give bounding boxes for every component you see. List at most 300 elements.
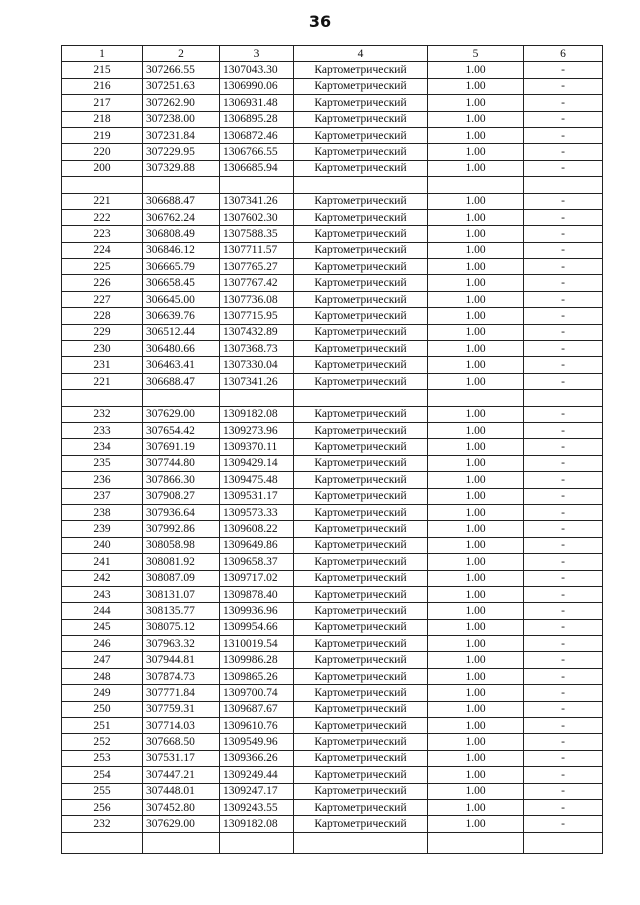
point-number-cell: 245 — [62, 619, 143, 635]
point-number-cell: 242 — [62, 570, 143, 586]
empty-cell — [220, 832, 294, 853]
empty-cell — [62, 832, 143, 853]
table-row — [62, 226, 603, 242]
table-row — [62, 275, 603, 291]
y-coordinate-cell: 1309717.02 — [220, 570, 294, 586]
precision-cell: 1.00 — [428, 373, 524, 389]
precision-cell: 1.00 — [428, 718, 524, 734]
table-spacer-row — [62, 177, 603, 193]
y-coordinate-cell: 1309865.26 — [220, 668, 294, 684]
precision-cell: 1.00 — [428, 570, 524, 586]
x-coordinate-cell: 307262.90 — [143, 95, 220, 111]
table-row — [62, 259, 603, 275]
precision-cell: 1.00 — [428, 734, 524, 750]
y-coordinate-cell: 1307341.26 — [220, 373, 294, 389]
description-cell: - — [524, 816, 603, 832]
header-col-5: 5 — [428, 46, 524, 62]
point-number-cell: 246 — [62, 636, 143, 652]
method-cell: Картометрический — [294, 537, 428, 553]
description-cell: - — [524, 603, 603, 619]
x-coordinate-cell: 307238.00 — [143, 111, 220, 127]
y-coordinate-cell: 1309549.96 — [220, 734, 294, 750]
precision-cell: 1.00 — [428, 62, 524, 78]
x-coordinate-cell: 307874.73 — [143, 668, 220, 684]
description-cell: - — [524, 619, 603, 635]
table-row — [62, 341, 603, 357]
precision-cell: 1.00 — [428, 78, 524, 94]
y-coordinate-cell: 1309243.55 — [220, 799, 294, 815]
description-cell: - — [524, 422, 603, 438]
description-cell: - — [524, 570, 603, 586]
description-cell: - — [524, 324, 603, 340]
method-cell: Картометрический — [294, 193, 428, 209]
point-number-cell: 229 — [62, 324, 143, 340]
x-coordinate-cell: 307329.88 — [143, 160, 220, 176]
y-coordinate-cell: 1306872.46 — [220, 127, 294, 143]
precision-cell: 1.00 — [428, 799, 524, 815]
empty-cell — [294, 177, 428, 193]
y-coordinate-cell: 1309273.96 — [220, 422, 294, 438]
x-coordinate-cell: 307714.03 — [143, 718, 220, 734]
table-row — [62, 636, 603, 652]
point-number-cell: 247 — [62, 652, 143, 668]
precision-cell: 1.00 — [428, 767, 524, 783]
x-coordinate-cell: 307531.17 — [143, 750, 220, 766]
table-row — [62, 439, 603, 455]
point-number-cell: 253 — [62, 750, 143, 766]
x-coordinate-cell: 307452.80 — [143, 799, 220, 815]
method-cell: Картометрический — [294, 95, 428, 111]
description-cell: - — [524, 750, 603, 766]
y-coordinate-cell: 1309182.08 — [220, 816, 294, 832]
description-cell: - — [524, 357, 603, 373]
precision-cell: 1.00 — [428, 259, 524, 275]
method-cell: Картометрический — [294, 554, 428, 570]
method-cell: Картометрический — [294, 78, 428, 94]
y-coordinate-cell: 1307711.57 — [220, 242, 294, 258]
table-row — [62, 111, 603, 127]
description-cell: - — [524, 439, 603, 455]
precision-cell: 1.00 — [428, 144, 524, 160]
point-number-cell: 239 — [62, 521, 143, 537]
description-cell: - — [524, 488, 603, 504]
description-cell: - — [524, 521, 603, 537]
header-row — [62, 46, 603, 62]
x-coordinate-cell: 307668.50 — [143, 734, 220, 750]
method-cell: Картометрический — [294, 62, 428, 78]
x-coordinate-cell: 307691.19 — [143, 439, 220, 455]
description-cell: - — [524, 193, 603, 209]
y-coordinate-cell: 1310019.54 — [220, 636, 294, 652]
x-coordinate-cell: 307654.42 — [143, 422, 220, 438]
precision-cell: 1.00 — [428, 488, 524, 504]
method-cell: Картометрический — [294, 636, 428, 652]
table-row — [62, 799, 603, 815]
table-row — [62, 373, 603, 389]
x-coordinate-cell: 306688.47 — [143, 193, 220, 209]
point-number-cell: 230 — [62, 341, 143, 357]
empty-cell — [220, 390, 294, 406]
table-row — [62, 521, 603, 537]
y-coordinate-cell: 1309610.76 — [220, 718, 294, 734]
y-coordinate-cell: 1307588.35 — [220, 226, 294, 242]
table-row — [62, 242, 603, 258]
method-cell: Картометрический — [294, 603, 428, 619]
table-row — [62, 537, 603, 553]
table-row — [62, 783, 603, 799]
point-number-cell: 248 — [62, 668, 143, 684]
x-coordinate-cell: 307629.00 — [143, 406, 220, 422]
method-cell: Картометрический — [294, 668, 428, 684]
method-cell: Картометрический — [294, 619, 428, 635]
table-row — [62, 160, 603, 176]
table-row — [62, 193, 603, 209]
method-cell: Картометрический — [294, 127, 428, 143]
table-row — [62, 62, 603, 78]
method-cell: Картометрический — [294, 144, 428, 160]
table-row — [62, 685, 603, 701]
description-cell: - — [524, 652, 603, 668]
x-coordinate-cell: 306808.49 — [143, 226, 220, 242]
table-row — [62, 209, 603, 225]
description-cell: - — [524, 718, 603, 734]
x-coordinate-cell: 307447.21 — [143, 767, 220, 783]
description-cell: - — [524, 455, 603, 471]
table-row — [62, 472, 603, 488]
y-coordinate-cell: 1309182.08 — [220, 406, 294, 422]
point-number-cell: 244 — [62, 603, 143, 619]
empty-cell — [428, 390, 524, 406]
x-coordinate-cell: 308131.07 — [143, 586, 220, 602]
table-row — [62, 570, 603, 586]
empty-cell — [220, 177, 294, 193]
precision-cell: 1.00 — [428, 668, 524, 684]
y-coordinate-cell: 1307765.27 — [220, 259, 294, 275]
method-cell: Картометрический — [294, 472, 428, 488]
table-row — [62, 554, 603, 570]
x-coordinate-cell: 306639.76 — [143, 308, 220, 324]
x-coordinate-cell: 306658.45 — [143, 275, 220, 291]
x-coordinate-cell: 307744.80 — [143, 455, 220, 471]
x-coordinate-cell: 307936.64 — [143, 504, 220, 520]
point-number-cell: 221 — [62, 193, 143, 209]
point-number-cell: 223 — [62, 226, 143, 242]
point-number-cell: 224 — [62, 242, 143, 258]
description-cell: - — [524, 406, 603, 422]
precision-cell: 1.00 — [428, 701, 524, 717]
precision-cell: 1.00 — [428, 537, 524, 553]
table-row — [62, 406, 603, 422]
y-coordinate-cell: 1307432.89 — [220, 324, 294, 340]
point-number-cell: 254 — [62, 767, 143, 783]
table-row — [62, 95, 603, 111]
description-cell: - — [524, 799, 603, 815]
y-coordinate-cell: 1309531.17 — [220, 488, 294, 504]
point-number-cell: 225 — [62, 259, 143, 275]
description-cell: - — [524, 783, 603, 799]
y-coordinate-cell: 1307330.04 — [220, 357, 294, 373]
table-row — [62, 291, 603, 307]
precision-cell: 1.00 — [428, 193, 524, 209]
description-cell: - — [524, 275, 603, 291]
description-cell: - — [524, 95, 603, 111]
precision-cell: 1.00 — [428, 111, 524, 127]
x-coordinate-cell: 306846.12 — [143, 242, 220, 258]
header-col-4: 4 — [294, 46, 428, 62]
table-header — [62, 46, 603, 62]
precision-cell: 1.00 — [428, 308, 524, 324]
precision-cell: 1.00 — [428, 521, 524, 537]
description-cell: - — [524, 504, 603, 520]
point-number-cell: 252 — [62, 734, 143, 750]
method-cell: Картометрический — [294, 767, 428, 783]
point-number-cell: 228 — [62, 308, 143, 324]
point-number-cell: 226 — [62, 275, 143, 291]
method-cell: Картометрический — [294, 504, 428, 520]
table-row — [62, 816, 603, 832]
table-row — [62, 586, 603, 602]
description-cell: - — [524, 668, 603, 684]
precision-cell: 1.00 — [428, 324, 524, 340]
point-number-cell: 216 — [62, 78, 143, 94]
x-coordinate-cell: 307251.63 — [143, 78, 220, 94]
point-number-cell: 238 — [62, 504, 143, 520]
y-coordinate-cell: 1307767.42 — [220, 275, 294, 291]
precision-cell: 1.00 — [428, 685, 524, 701]
table-row — [62, 701, 603, 717]
description-cell: - — [524, 144, 603, 160]
empty-cell — [294, 832, 428, 853]
precision-cell: 1.00 — [428, 554, 524, 570]
method-cell: Картометрический — [294, 357, 428, 373]
y-coordinate-cell: 1307368.73 — [220, 341, 294, 357]
description-cell: - — [524, 291, 603, 307]
description-cell: - — [524, 472, 603, 488]
table-row — [62, 767, 603, 783]
y-coordinate-cell: 1306766.55 — [220, 144, 294, 160]
x-coordinate-cell: 308087.09 — [143, 570, 220, 586]
method-cell: Картометрический — [294, 750, 428, 766]
description-cell: - — [524, 685, 603, 701]
x-coordinate-cell: 307992.86 — [143, 521, 220, 537]
precision-cell: 1.00 — [428, 127, 524, 143]
empty-cell — [62, 390, 143, 406]
point-number-cell: 243 — [62, 586, 143, 602]
precision-cell: 1.00 — [428, 406, 524, 422]
point-number-cell: 222 — [62, 209, 143, 225]
table-row — [62, 144, 603, 160]
point-number-cell: 220 — [62, 144, 143, 160]
description-cell: - — [524, 537, 603, 553]
point-number-cell: 221 — [62, 373, 143, 389]
table-row — [62, 324, 603, 340]
precision-cell: 1.00 — [428, 619, 524, 635]
table-row — [62, 668, 603, 684]
empty-cell — [143, 177, 220, 193]
description-cell: - — [524, 111, 603, 127]
y-coordinate-cell: 1309954.66 — [220, 619, 294, 635]
description-cell: - — [524, 767, 603, 783]
point-number-cell: 200 — [62, 160, 143, 176]
precision-cell: 1.00 — [428, 636, 524, 652]
y-coordinate-cell: 1309475.48 — [220, 472, 294, 488]
empty-cell — [428, 832, 524, 853]
description-cell: - — [524, 226, 603, 242]
precision-cell: 1.00 — [428, 504, 524, 520]
header-col-3: 3 — [220, 46, 294, 62]
table-row — [62, 455, 603, 471]
description-cell: - — [524, 341, 603, 357]
y-coordinate-cell: 1307602.30 — [220, 209, 294, 225]
x-coordinate-cell: 307771.84 — [143, 685, 220, 701]
x-coordinate-cell: 308075.12 — [143, 619, 220, 635]
method-cell: Картометрический — [294, 439, 428, 455]
empty-cell — [524, 177, 603, 193]
table-row — [62, 734, 603, 750]
x-coordinate-cell: 307448.01 — [143, 783, 220, 799]
method-cell: Картометрический — [294, 521, 428, 537]
method-cell: Картометрический — [294, 406, 428, 422]
point-number-cell: 256 — [62, 799, 143, 815]
method-cell: Картометрический — [294, 160, 428, 176]
method-cell: Картометрический — [294, 209, 428, 225]
description-cell: - — [524, 308, 603, 324]
method-cell: Картометрический — [294, 783, 428, 799]
description-cell: - — [524, 554, 603, 570]
point-number-cell: 251 — [62, 718, 143, 734]
precision-cell: 1.00 — [428, 455, 524, 471]
point-number-cell: 250 — [62, 701, 143, 717]
precision-cell: 1.00 — [428, 586, 524, 602]
method-cell: Картометрический — [294, 718, 428, 734]
description-cell: - — [524, 242, 603, 258]
x-coordinate-cell: 306645.00 — [143, 291, 220, 307]
method-cell: Картометрический — [294, 701, 428, 717]
x-coordinate-cell: 306762.24 — [143, 209, 220, 225]
y-coordinate-cell: 1309936.96 — [220, 603, 294, 619]
point-number-cell: 232 — [62, 406, 143, 422]
x-coordinate-cell: 306463.41 — [143, 357, 220, 373]
description-cell: - — [524, 127, 603, 143]
y-coordinate-cell: 1306990.06 — [220, 78, 294, 94]
point-number-cell: 255 — [62, 783, 143, 799]
table-row — [62, 488, 603, 504]
point-number-cell: 233 — [62, 422, 143, 438]
y-coordinate-cell: 1309700.74 — [220, 685, 294, 701]
x-coordinate-cell: 307963.32 — [143, 636, 220, 652]
point-number-cell: 231 — [62, 357, 143, 373]
point-number-cell: 241 — [62, 554, 143, 570]
point-number-cell: 235 — [62, 455, 143, 471]
y-coordinate-cell: 1309687.67 — [220, 701, 294, 717]
x-coordinate-cell: 306688.47 — [143, 373, 220, 389]
table-row — [62, 750, 603, 766]
description-cell: - — [524, 373, 603, 389]
description-cell: - — [524, 160, 603, 176]
header-col-2: 2 — [143, 46, 220, 62]
point-number-cell: 240 — [62, 537, 143, 553]
table-row — [62, 127, 603, 143]
y-coordinate-cell: 1307043.30 — [220, 62, 294, 78]
table-row — [62, 78, 603, 94]
point-number-cell: 236 — [62, 472, 143, 488]
method-cell: Картометрический — [294, 422, 428, 438]
y-coordinate-cell: 1309878.40 — [220, 586, 294, 602]
precision-cell: 1.00 — [428, 357, 524, 373]
y-coordinate-cell: 1309649.86 — [220, 537, 294, 553]
y-coordinate-cell: 1307736.08 — [220, 291, 294, 307]
x-coordinate-cell: 308081.92 — [143, 554, 220, 570]
precision-cell: 1.00 — [428, 783, 524, 799]
point-number-cell: 218 — [62, 111, 143, 127]
x-coordinate-cell: 306512.44 — [143, 324, 220, 340]
y-coordinate-cell: 1306895.28 — [220, 111, 294, 127]
table-body — [62, 62, 603, 853]
point-number-cell: 232 — [62, 816, 143, 832]
x-coordinate-cell: 308135.77 — [143, 603, 220, 619]
y-coordinate-cell: 1309249.44 — [220, 767, 294, 783]
x-coordinate-cell: 306665.79 — [143, 259, 220, 275]
method-cell: Картометрический — [294, 652, 428, 668]
method-cell: Картометрический — [294, 259, 428, 275]
method-cell: Картометрический — [294, 242, 428, 258]
y-coordinate-cell: 1306685.94 — [220, 160, 294, 176]
table-row — [62, 619, 603, 635]
x-coordinate-cell: 307629.00 — [143, 816, 220, 832]
empty-cell — [62, 177, 143, 193]
y-coordinate-cell: 1309370.11 — [220, 439, 294, 455]
method-cell: Картометрический — [294, 275, 428, 291]
description-cell: - — [524, 259, 603, 275]
method-cell: Картометрический — [294, 488, 428, 504]
precision-cell: 1.00 — [428, 341, 524, 357]
point-number-cell: 219 — [62, 127, 143, 143]
table-row — [62, 308, 603, 324]
method-cell: Картометрический — [294, 455, 428, 471]
method-cell: Картометрический — [294, 291, 428, 307]
precision-cell: 1.00 — [428, 242, 524, 258]
header-col-6: 6 — [524, 46, 603, 62]
method-cell: Картометрический — [294, 373, 428, 389]
method-cell: Картометрический — [294, 324, 428, 340]
empty-cell — [428, 177, 524, 193]
method-cell: Картометрический — [294, 816, 428, 832]
empty-cell — [143, 390, 220, 406]
precision-cell: 1.00 — [428, 750, 524, 766]
precision-cell: 1.00 — [428, 275, 524, 291]
method-cell: Картометрический — [294, 586, 428, 602]
description-cell: - — [524, 586, 603, 602]
description-cell: - — [524, 734, 603, 750]
method-cell: Картометрический — [294, 111, 428, 127]
precision-cell: 1.00 — [428, 652, 524, 668]
y-coordinate-cell: 1309366.26 — [220, 750, 294, 766]
y-coordinate-cell: 1309247.17 — [220, 783, 294, 799]
y-coordinate-cell: 1307715.95 — [220, 308, 294, 324]
y-coordinate-cell: 1309429.14 — [220, 455, 294, 471]
point-number-cell: 217 — [62, 95, 143, 111]
table-row — [62, 504, 603, 520]
empty-cell — [524, 390, 603, 406]
method-cell: Картометрический — [294, 341, 428, 357]
y-coordinate-cell: 1309658.37 — [220, 554, 294, 570]
precision-cell: 1.00 — [428, 291, 524, 307]
precision-cell: 1.00 — [428, 226, 524, 242]
x-coordinate-cell: 307231.84 — [143, 127, 220, 143]
x-coordinate-cell: 307759.31 — [143, 701, 220, 717]
method-cell: Картометрический — [294, 799, 428, 815]
y-coordinate-cell: 1309573.33 — [220, 504, 294, 520]
